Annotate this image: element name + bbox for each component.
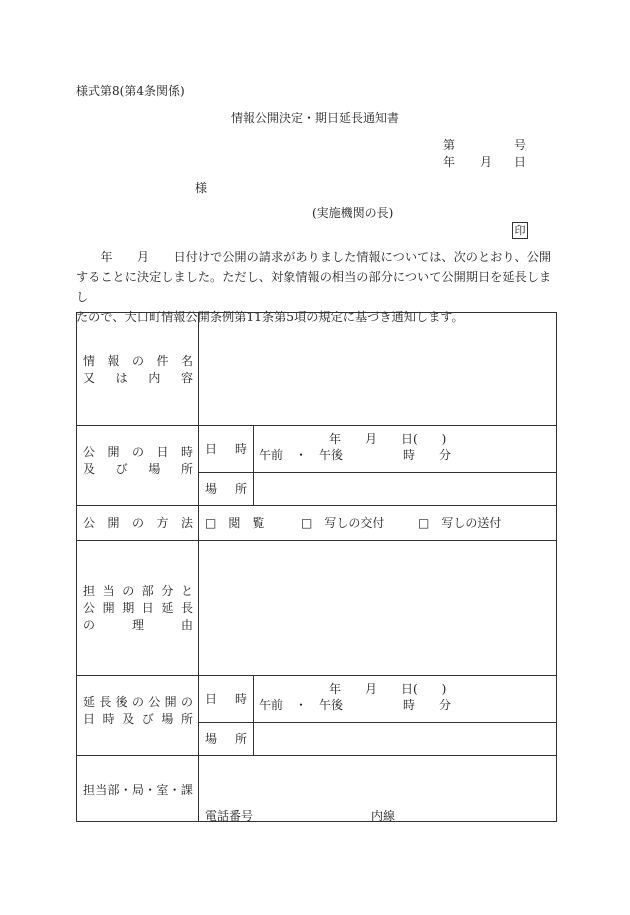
sender: (実施機関の長): [312, 206, 394, 220]
divider: [77, 755, 556, 756]
seal-mark: 印: [512, 222, 528, 239]
number-prefix: 第: [443, 138, 456, 152]
extension-label: 内線: [371, 809, 396, 823]
method-label: 公 開 の 方 法: [83, 516, 193, 530]
place-field[interactable]: [254, 473, 556, 505]
datetime-label: 日 時: [205, 692, 247, 706]
form-number: 様式第8(第4条関係): [76, 84, 185, 98]
place-label: 場 所: [205, 732, 247, 746]
number-suffix: 号: [514, 138, 527, 152]
body-line: することに決定しました。ただし、対象情報の相当の部分について公開期日を延長しまし: [76, 270, 552, 304]
phone-label: 電話番号: [205, 809, 254, 823]
time-line[interactable]: 午前 ・ 午後 時 分: [259, 698, 452, 712]
notice-table: [76, 312, 557, 822]
datetime-label: 日 時: [205, 442, 247, 456]
subject-field[interactable]: [199, 313, 556, 425]
schedule-label: 及 び 場 所: [83, 462, 193, 476]
method-option-view[interactable]: □ 閲 覧: [205, 516, 265, 530]
document-title: 情報公開決定・期日延長通知書: [231, 111, 400, 125]
date-month: 月: [480, 155, 493, 169]
method-option-copy-mail[interactable]: □ 写しの送付: [418, 516, 502, 530]
divider: [77, 505, 556, 506]
date-day: 日: [514, 155, 527, 169]
extended-label: 日 時 及 び 場 所: [83, 712, 193, 726]
divider: [77, 675, 556, 676]
subject-label: 情 報 の 件 名: [83, 354, 193, 368]
reason-label: 公 開 期 日 延 長: [83, 601, 193, 615]
date-line[interactable]: 年 月 日( ): [329, 432, 447, 446]
dept-label: 担 当 部 ・ 局 ・ 室 ・ 課: [83, 783, 193, 797]
date-line[interactable]: 年 月 日( ): [329, 682, 447, 696]
reason-label: の 理 由: [83, 618, 193, 632]
date-year: 年: [443, 155, 456, 169]
schedule-label: 公 開 の 日 時: [83, 445, 193, 459]
divider: [77, 425, 556, 426]
place-label: 場 所: [205, 482, 247, 496]
addressee-suffix: 様: [195, 181, 208, 195]
reason-label: 担 当 の 部 分 と: [83, 584, 193, 598]
method-option-copy-delivery[interactable]: □ 写しの交付: [301, 516, 385, 530]
body-line: 年 月 日付けで公開の請求がありました情報については、次のとおり、公開: [76, 250, 552, 264]
place-field[interactable]: [254, 723, 556, 755]
extended-label: 延 長 後 の 公 開 の: [83, 695, 193, 709]
reason-field[interactable]: [199, 541, 556, 675]
body-line: たので、大口町情報公開条例第11条第5項の規定に基づき通知します。: [76, 310, 464, 324]
subject-label: 又 は 内 容: [83, 371, 193, 385]
time-line[interactable]: 午前 ・ 午後 時 分: [259, 448, 452, 462]
